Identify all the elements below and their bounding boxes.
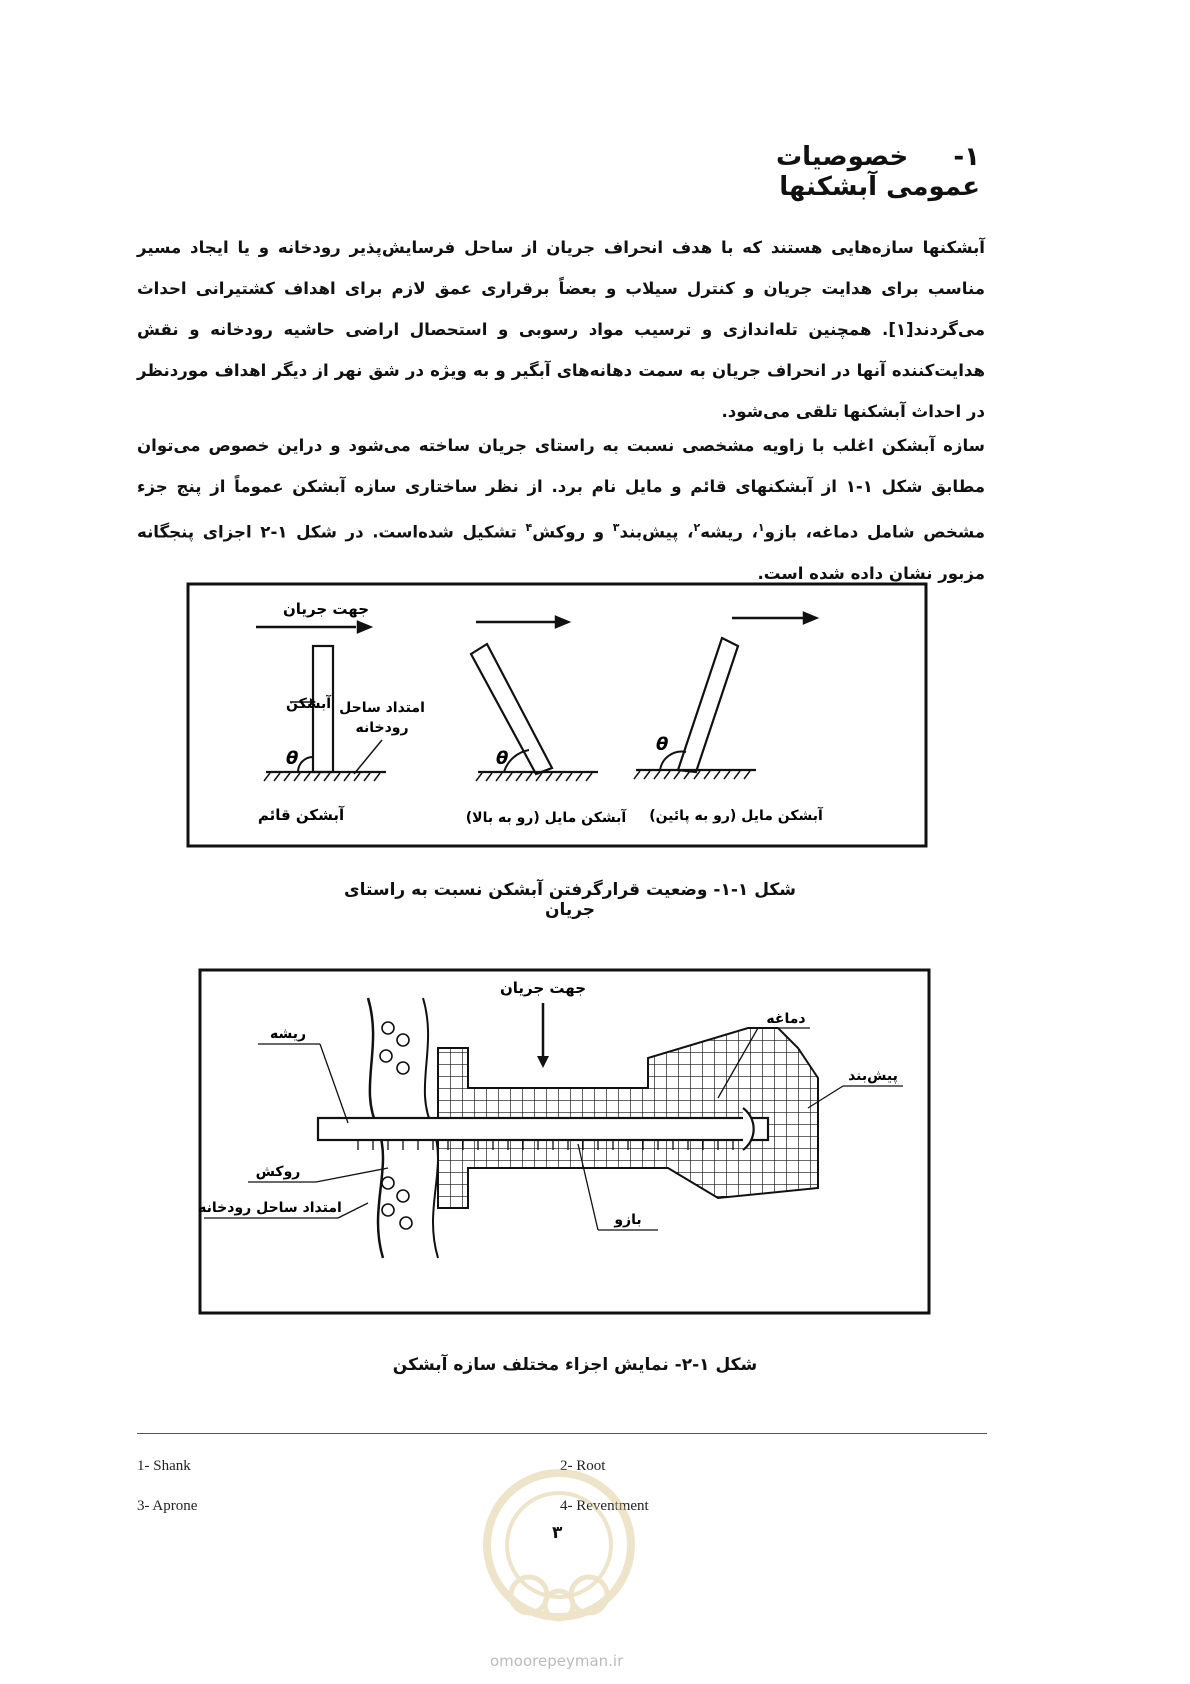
paragraph-2-text: ، پیش‌بند <box>619 522 694 542</box>
flow-label: جهت جریان <box>499 979 587 997</box>
root-label: ریشه <box>269 1026 307 1042</box>
footnote-rule <box>137 1433 987 1434</box>
figure-1-caption: شکل ۱-۱- وضعیت قرارگرفتن آبشکن نسبت به راستای جریان <box>343 880 797 920</box>
sub-vertical: آبشکن قائم <box>257 806 345 824</box>
footnote-2: 2- Root <box>560 1458 606 1474</box>
section-number: ۱- <box>953 142 980 172</box>
footnote-ref: ۴ <box>525 521 533 534</box>
sub-upstream: آبشکن مایل (رو به بالا) <box>465 810 627 826</box>
section-heading <box>680 142 980 202</box>
upstream-groyne <box>471 644 552 774</box>
theta-label: θ <box>656 734 669 755</box>
footnote-1: 1- Shank <box>137 1458 191 1474</box>
bank-label: امتداد ساحل رودخانه <box>198 1200 342 1216</box>
downstream-groyne <box>678 638 738 772</box>
revetment-label: روکش <box>255 1164 301 1180</box>
shank <box>318 1118 768 1140</box>
groyne-label: آبشکن <box>286 696 332 712</box>
theta-label: θ <box>286 748 299 769</box>
shank-label: بازو <box>614 1212 642 1228</box>
footnote-ref: ۱ <box>757 521 765 534</box>
footnote-3: 3- Aprone <box>137 1498 198 1514</box>
watermark-logo <box>474 1445 644 1645</box>
apron-label: پیش‌بند <box>848 1068 898 1084</box>
paragraph-2 <box>137 425 985 594</box>
paragraph-1: آبشکنها سازه‌هایی هستند که با هدف انحراف جریان از ساحل فرسایش‌پذیر رودخانه و یا ایجاد مسیر مناسب برای هدایت جریان و کنترل سیلاب و بعضاً برقراری عمق لازم برای اهداف کشتیرانی احداث می‌گردند[۱]. همچنین تله‌اندازی و ترسیب مواد رسوبی و استحصال اراضی حاشیه رودخانه و نقش هدایت‌کننده آنها در انحراف جریان به سمت دهانه‌های آبگیر و به ویژه در شق نهر از دیگر اهداف موردنظر در احداث آبشکنها تلقی می‌شود. <box>137 238 985 421</box>
flow-label: جهت جریان <box>282 600 370 618</box>
sub-downstream: آبشکن مایل (رو به پائین) <box>649 808 823 824</box>
watermark-url: omoorepeyman.ir <box>490 1652 624 1670</box>
footnote-ref: ۳ <box>612 521 620 534</box>
paragraph-2-text: سازه آبشکن اغلب با زاویه مشخصی نسبت به راستای جریان ساخته می‌شود و دراین خصوص می‌توان مطابق شکل ۱-۱ از آبشکنهای قائم و مایل نام برد. از نظر ساختاری سازه آبشکن عموماً از پنج جزء مشخص شامل دماغه، بازو <box>137 436 986 542</box>
figure-2-caption: شکل ۱-۲- نمایش اجزاء مختلف سازه آبشکن <box>392 1355 758 1375</box>
section-title: خصوصیات عمومی آبشکنها <box>775 142 980 202</box>
footnote-ref: ۲ <box>693 521 701 534</box>
footnote-4: 4- Reventment <box>560 1498 649 1514</box>
bank-label-1: امتداد ساحل <box>339 700 425 716</box>
figure-2-drawing <box>198 968 931 1315</box>
figure-1-drawing <box>186 582 928 848</box>
ground-hatch <box>264 773 380 781</box>
paragraph-2-text: تشکیل شده‌است. در شکل ۱-۲ اجزای پنجگانه مزبور نشان داده شده است. <box>137 522 985 583</box>
page-number: ۳ <box>552 1523 563 1543</box>
head-label: دماغه <box>766 1011 806 1027</box>
figure-2 <box>198 968 931 1315</box>
theta-label: θ <box>496 748 509 769</box>
paragraph-2-text: و روکش <box>532 522 613 542</box>
bank-label-2: رودخانه <box>355 720 409 736</box>
figure-1 <box>186 582 928 848</box>
paragraph-2-text: ، ریشه <box>700 522 758 542</box>
